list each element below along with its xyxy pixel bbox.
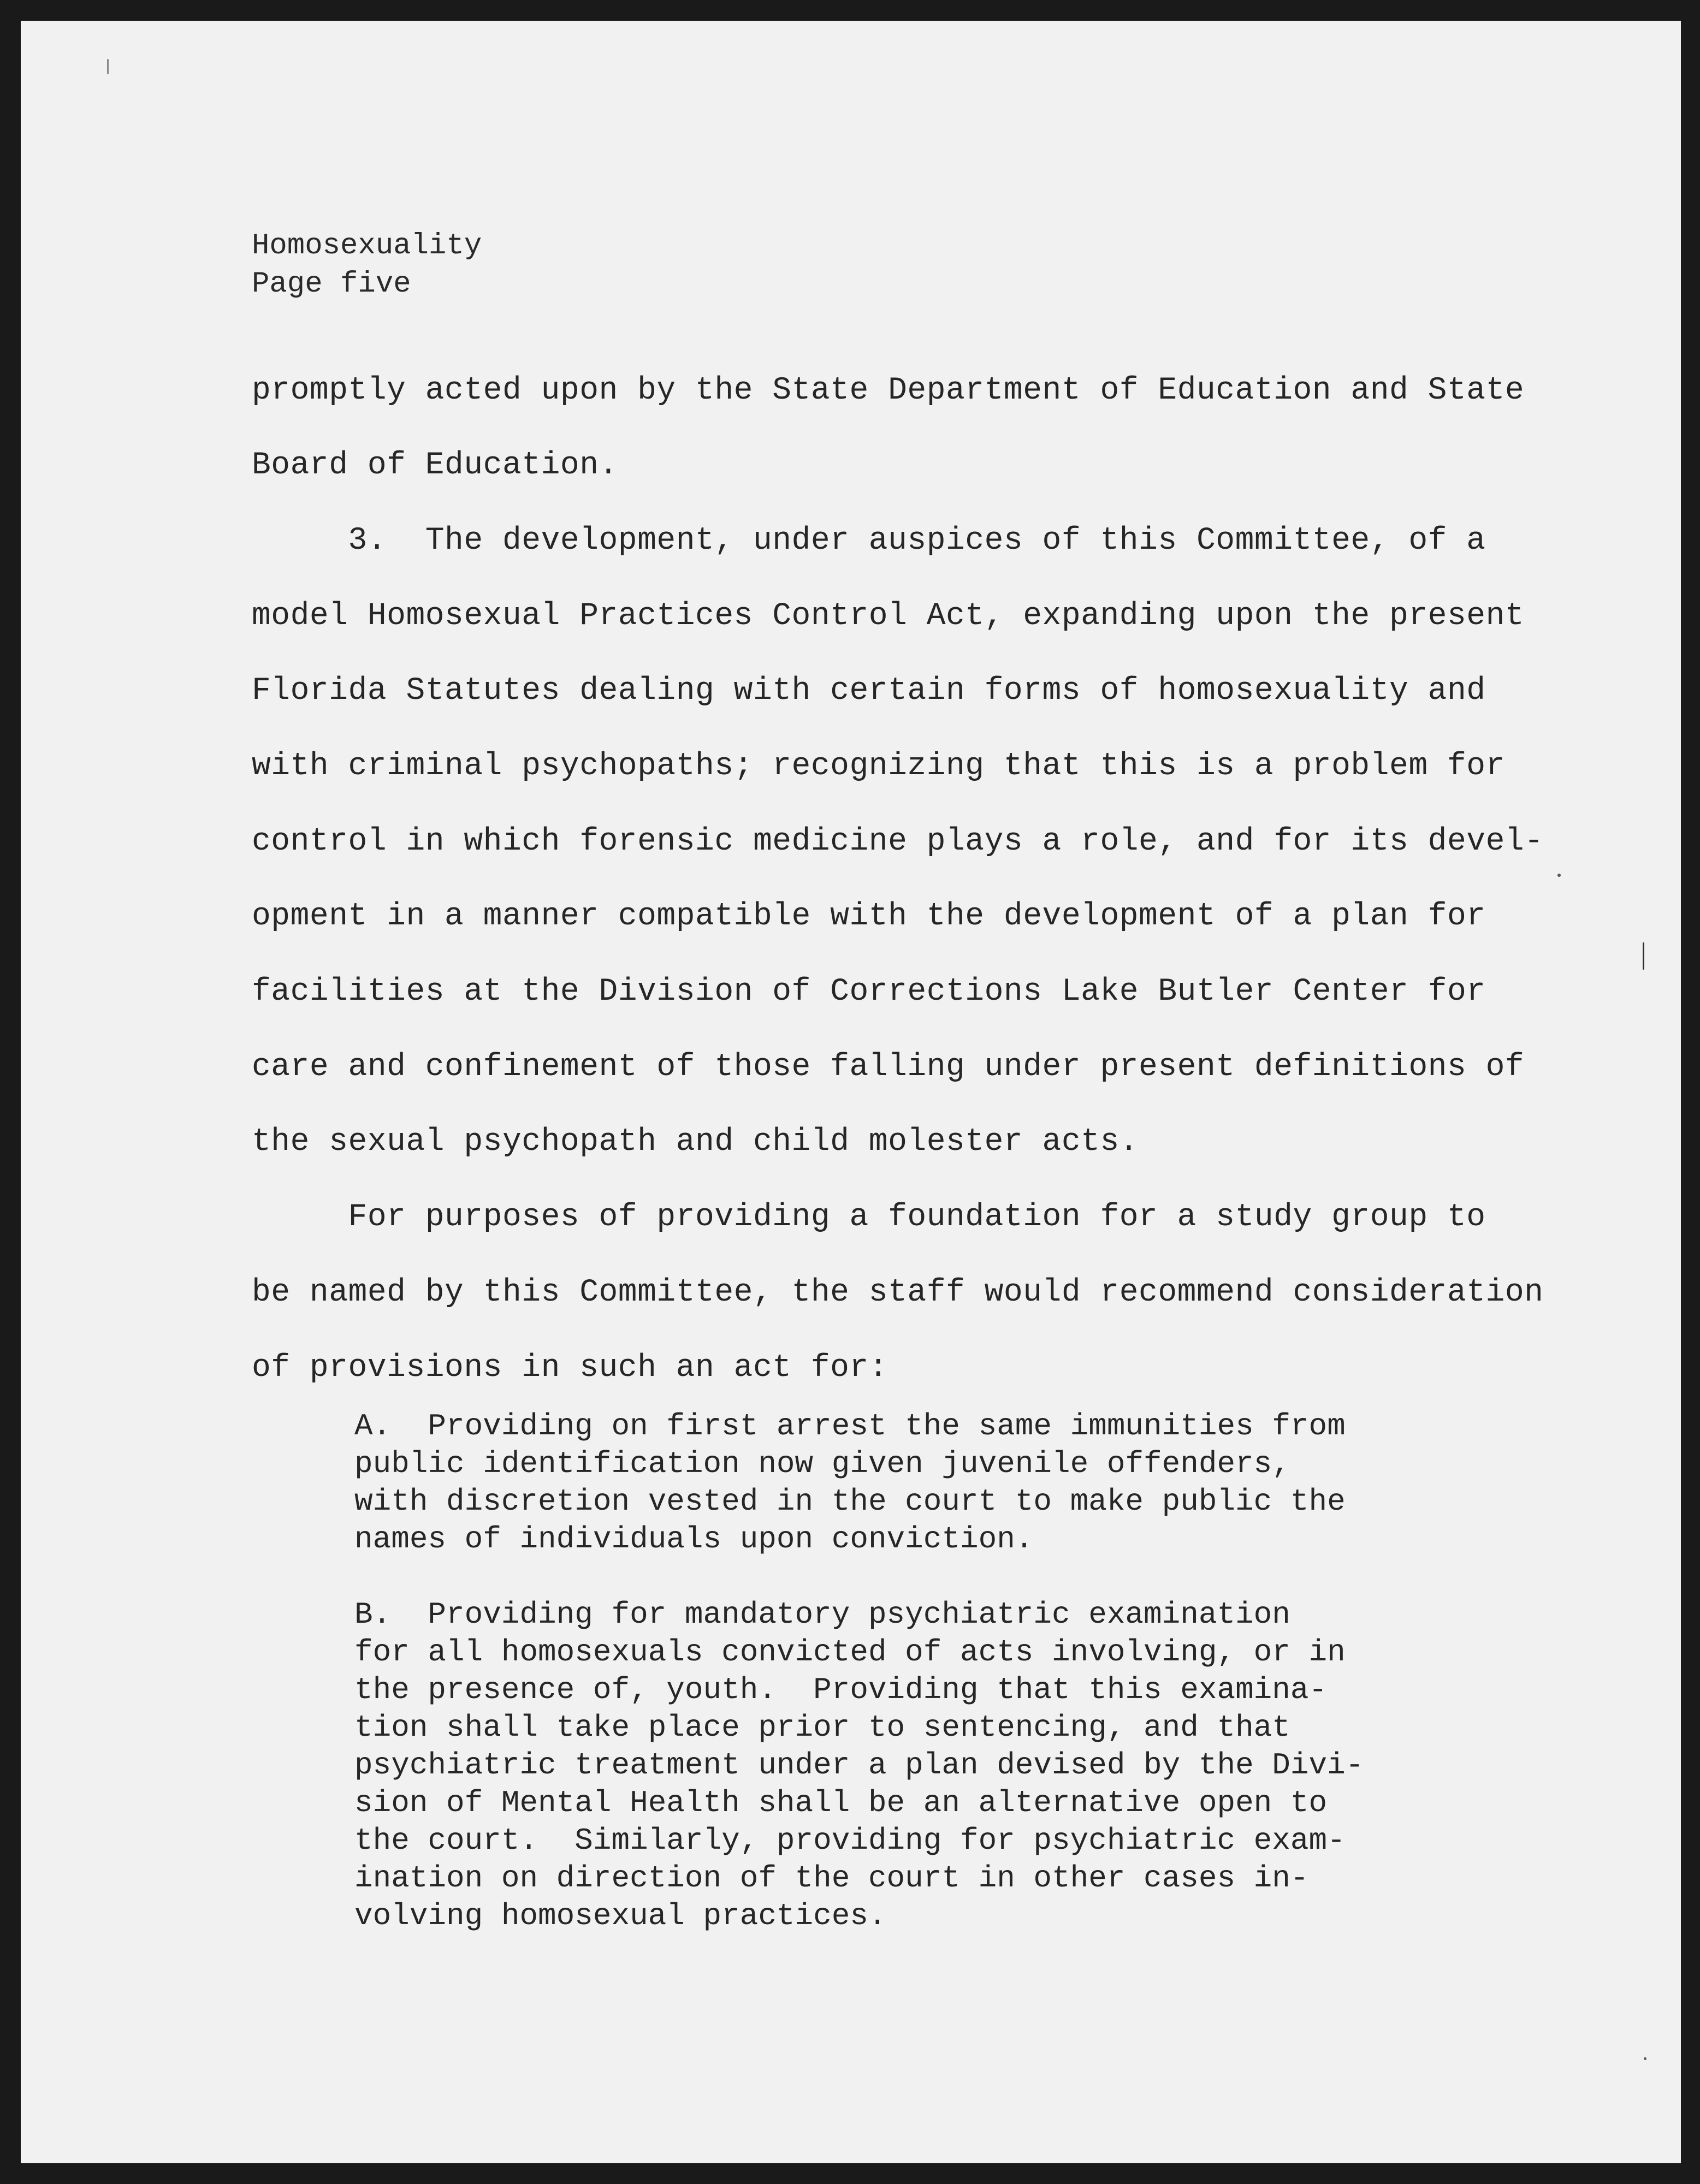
body-line: 3. The development, under auspices of this Committee, of a [252,523,1486,559]
provision-b [354,1596,1364,1935]
body-line: of provisions in such an act for: [252,1350,888,1386]
page-header [252,227,482,304]
provision-line: sion of Mental Health shall be an alternative open to [354,1785,1328,1820]
body-line: For purposes of providing a foundation for a study group to [252,1200,1486,1235]
speck [1644,2057,1646,2060]
provision-line: ination on direction of the court in other cases in- [354,1861,1309,1896]
provision-line: B. Providing for mandatory psychiatric examination [354,1597,1290,1632]
provision-a [354,1408,1346,1558]
provision-line: public identification now given juvenile offenders, [354,1446,1290,1481]
body-line: care and confinement of those falling under present definitions of [252,1049,1525,1085]
body-line: be named by this Committee, the staff would recommend consideration [252,1275,1544,1310]
provision-line: tion shall take place prior to sentencing, and that [354,1710,1290,1745]
body-line: facilities at the Division of Corrections Lake Butler Center for [252,974,1486,1010]
provision-line: A. Providing on first arrest the same immunities from [354,1409,1346,1444]
provision-line: the court. Similarly, providing for psychiatric exam- [354,1823,1346,1858]
provision-line: for all homosexuals convicted of acts involving, or in [354,1635,1346,1670]
body-line: model Homosexual Practices Control Act, expanding upon the present [252,598,1525,634]
provision-line: psychiatric treatment under a plan devised by the Divi- [354,1748,1364,1783]
speck [1557,874,1561,877]
body-line: control in which forensic medicine plays a role, and for its devel- [252,824,1544,859]
body-line: the sexual psychopath and child molester acts. [252,1124,1139,1160]
speck [107,59,109,74]
header-title: Homosexuality [252,229,482,263]
body-line: with criminal psychopaths; recognizing that this is a problem for [252,749,1505,784]
body-line: promptly acted upon by the State Department of Education and State [252,373,1525,408]
header-page-number: Page five [252,268,411,301]
pen-stroke [1643,942,1644,970]
body-line: Florida Statutes dealing with certain forms of homosexuality and [252,673,1486,709]
provision-line: names of individuals upon conviction. [354,1522,1034,1557]
document-page [21,21,1681,2163]
provision-line: with discretion vested in the court to make public the [354,1484,1346,1519]
provision-line: volving homosexual practices. [354,1898,887,1933]
body-line: Board of Education. [252,448,618,483]
provision-line: the presence of, youth. Providing that this examina- [354,1672,1328,1707]
body-line: opment in a manner compatible with the development of a plan for [252,899,1486,934]
